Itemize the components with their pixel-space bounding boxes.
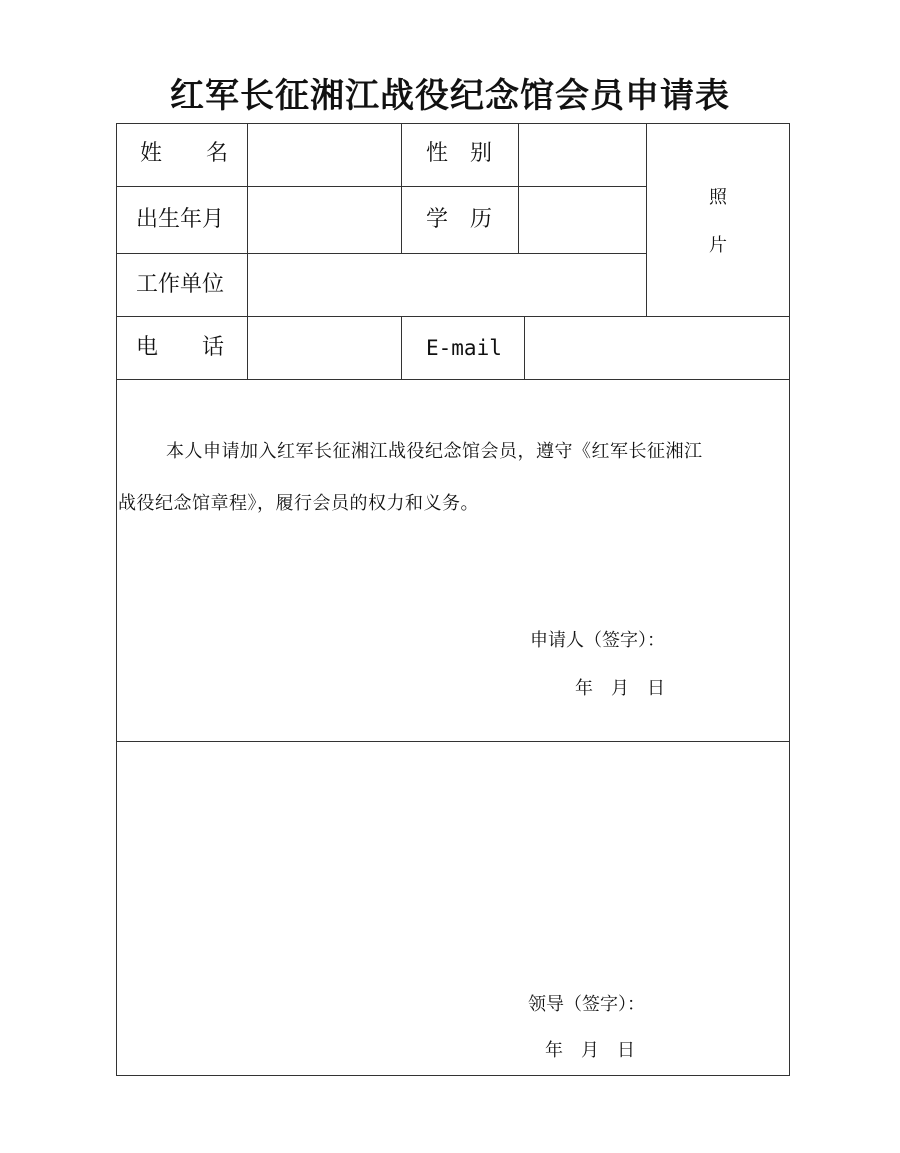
col-divider — [401, 316, 402, 379]
declaration-line-2: 战役纪念馆章程》，履行会员的权力和义务。 — [118, 493, 479, 514]
birth-field[interactable] — [249, 188, 400, 252]
col-divider — [518, 123, 519, 253]
table-border-top — [116, 123, 790, 124]
col-divider — [247, 123, 248, 379]
col-divider — [401, 123, 402, 253]
name-label: 姓 名 — [140, 141, 229, 166]
leader-signature-field[interactable] — [668, 984, 783, 1024]
phone-field[interactable] — [249, 318, 400, 378]
row-divider — [116, 316, 790, 317]
education-field[interactable] — [520, 188, 645, 252]
col-divider — [524, 316, 525, 379]
applicant-date: 年 月 日 — [575, 678, 665, 699]
leader-date: 年 月 日 — [545, 1040, 635, 1061]
employer-field[interactable] — [249, 255, 645, 315]
row-divider — [116, 253, 646, 254]
phone-label: 电 话 — [136, 335, 225, 360]
email-field[interactable] — [526, 318, 788, 378]
table-border-bottom — [116, 1075, 790, 1076]
birth-label: 出生年月 — [136, 207, 225, 232]
education-label: 学 历 — [426, 207, 493, 232]
photo-label: 片 — [709, 235, 727, 256]
table-border-right — [789, 123, 790, 1076]
declaration-text — [118, 426, 786, 530]
row-divider — [116, 741, 790, 742]
gender-label: 性 别 — [426, 141, 493, 166]
declaration-line-1: 本人申请加入红军长征湘江战役纪念馆会员，遵守《红军长征湘江 — [166, 441, 703, 462]
row-divider — [116, 186, 646, 187]
name-field[interactable] — [249, 125, 400, 185]
photo-box[interactable] — [648, 125, 788, 315]
col-divider — [646, 123, 647, 316]
gender-field[interactable] — [520, 125, 645, 185]
email-label: E-mail — [426, 336, 502, 360]
applicant-signature-field[interactable] — [690, 620, 785, 660]
table-border-left — [116, 123, 117, 1075]
photo-label: 照 — [709, 187, 727, 208]
leader-signature-label: 领导（签字）： — [528, 994, 645, 1015]
employer-label: 工作单位 — [136, 272, 225, 297]
row-divider — [116, 379, 790, 380]
page-title: 红军长征湘江战役纪念馆会员申请表 — [170, 76, 730, 116]
applicant-signature-label: 申请人（签字）： — [530, 630, 665, 651]
